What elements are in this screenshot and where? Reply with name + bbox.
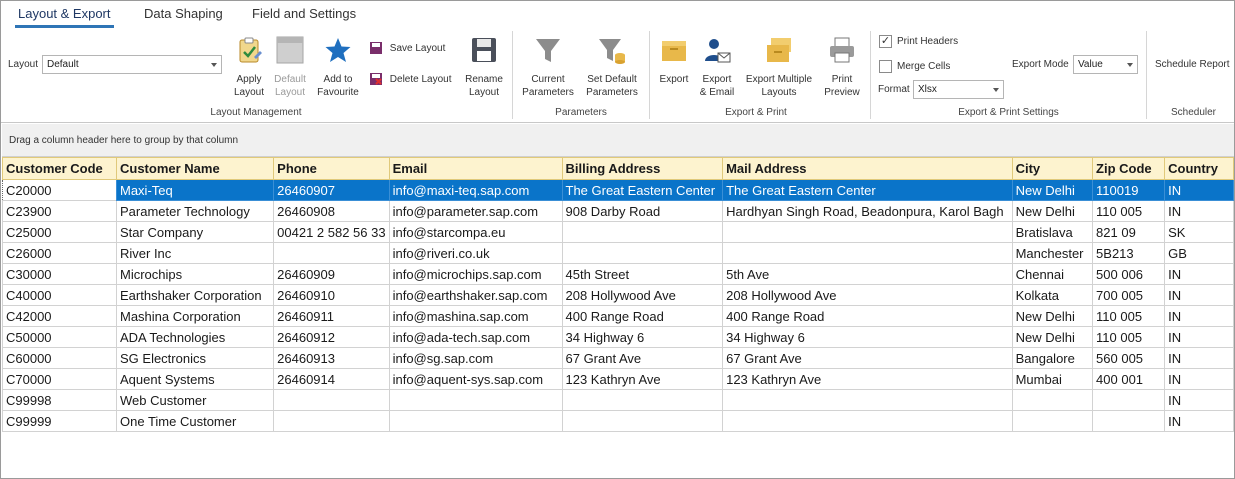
cell-city[interactable]: New Delhi <box>1012 306 1092 327</box>
cell-zip-code[interactable]: 5B213 <box>1093 243 1165 264</box>
cell-zip-code[interactable]: 560 005 <box>1093 348 1165 369</box>
cell-city[interactable]: Bangalore <box>1012 348 1092 369</box>
filter-icon <box>533 35 563 65</box>
cell-customer-name[interactable]: Star Company <box>117 222 274 243</box>
cell-city[interactable]: Chennai <box>1012 264 1092 285</box>
cell-mail-address[interactable]: 5th Ave <box>723 264 1013 285</box>
group-label-parameters: Parameters <box>555 107 607 118</box>
user-email-icon <box>702 35 732 65</box>
cell-billing-address[interactable]: 34 Highway 6 <box>562 327 723 348</box>
cell-mail-address[interactable] <box>723 243 1013 264</box>
cell-zip-code[interactable]: 700 005 <box>1093 285 1165 306</box>
save-icon <box>369 41 383 55</box>
grid-body <box>3 180 1234 432</box>
grid-header-row <box>3 158 1234 180</box>
printer-icon <box>827 35 857 65</box>
cell-mail-address[interactable]: 34 Highway 6 <box>723 327 1013 348</box>
default-layout-label: Default Layout <box>274 74 306 98</box>
cell-customer-code[interactable]: C99998 <box>3 390 117 411</box>
cell-email[interactable]: info@sg.sap.com <box>389 348 562 369</box>
column-header-phone[interactable]: Phone <box>274 158 389 180</box>
cell-mail-address[interactable]: 123 Kathryn Ave <box>723 369 1013 390</box>
rename-layout-label: Rename Layout <box>465 74 503 98</box>
cell-city[interactable]: Manchester <box>1012 243 1092 264</box>
clipboard-check-icon <box>234 35 264 65</box>
cell-zip-code[interactable]: 110 005 <box>1093 201 1165 222</box>
table-row[interactable] <box>3 369 1234 390</box>
table-row[interactable] <box>3 348 1234 369</box>
save-layout-label: Save Layout <box>389 42 446 54</box>
group-label-scheduler: Scheduler <box>1170 107 1217 118</box>
star-icon <box>323 35 353 65</box>
table-row[interactable] <box>3 201 1234 222</box>
ribbon-tabs <box>1 1 1234 29</box>
cell-city[interactable]: Kolkata <box>1012 285 1092 306</box>
cell-billing-address[interactable]: 123 Kathryn Ave <box>562 369 723 390</box>
cell-email[interactable]: info@riveri.co.uk <box>389 243 562 264</box>
cell-customer-code[interactable]: C20000 <box>3 180 117 201</box>
cell-country[interactable]: IN <box>1165 285 1234 306</box>
column-header-customer-name[interactable]: Customer Name <box>117 158 274 180</box>
group-separator <box>649 31 650 119</box>
delete-layout-button[interactable] <box>369 72 452 86</box>
cell-customer-code[interactable]: C50000 <box>3 327 117 348</box>
merge-cells-label: Merge Cells <box>897 61 951 72</box>
rename-layout-button[interactable] <box>463 35 505 98</box>
cell-customer-code[interactable]: C23900 <box>3 201 117 222</box>
cell-mail-address[interactable]: 208 Hollywood Ave <box>723 285 1013 306</box>
column-header-email[interactable]: Email <box>389 158 562 180</box>
cell-billing-address[interactable]: 45th Street <box>562 264 723 285</box>
cell-customer-code[interactable]: C70000 <box>3 369 117 390</box>
cell-email[interactable]: info@aquent-sys.sap.com <box>389 369 562 390</box>
cell-billing-address[interactable]: 400 Range Road <box>562 306 723 327</box>
group-by-panel[interactable] <box>2 124 1234 157</box>
column-header-zip-code[interactable]: Zip Code <box>1093 158 1165 180</box>
cell-zip-code[interactable]: 400 001 <box>1093 369 1165 390</box>
save-layout-button[interactable] <box>369 41 445 55</box>
column-header-city[interactable]: City <box>1012 158 1092 180</box>
cell-phone[interactable]: 26460913 <box>274 348 389 369</box>
group-by-hint: Drag a column header here to group by that column <box>9 135 239 146</box>
cell-phone[interactable]: 26460908 <box>274 201 389 222</box>
export-button[interactable] <box>655 35 693 95</box>
cell-billing-address[interactable] <box>562 390 723 411</box>
cell-phone[interactable]: 26460914 <box>274 369 389 390</box>
cell-phone[interactable]: 00421 2 582 56 33 <box>274 222 389 243</box>
boxes-icon <box>764 35 794 65</box>
set-default-parameters-button[interactable] <box>583 35 641 98</box>
layout-select-value: Default <box>47 59 79 70</box>
cell-country[interactable]: IN <box>1165 327 1234 348</box>
cell-country[interactable]: IN <box>1165 180 1234 201</box>
table-row[interactable] <box>3 327 1234 348</box>
export-multiple-layouts-button[interactable] <box>741 35 817 98</box>
schedule-report-button[interactable]: Schedule Report <box>1155 59 1230 70</box>
tab-field-settings[interactable]: Field and Settings <box>252 6 357 21</box>
cell-zip-code[interactable]: 110 005 <box>1093 327 1165 348</box>
cell-city[interactable]: New Delhi <box>1012 201 1092 222</box>
cell-country[interactable]: IN <box>1165 348 1234 369</box>
cell-customer-name[interactable]: Web Customer <box>117 390 274 411</box>
table-row[interactable] <box>3 306 1234 327</box>
cell-zip-code[interactable]: 110019 <box>1093 180 1165 201</box>
floppy-disk-icon <box>469 35 499 65</box>
current-parameters-label: Current Parameters <box>522 74 574 98</box>
cell-phone[interactable]: 26460909 <box>274 264 389 285</box>
cell-zip-code[interactable] <box>1093 411 1165 432</box>
add-favourite-button[interactable] <box>316 35 360 98</box>
cell-email[interactable]: info@ada-tech.sap.com <box>389 327 562 348</box>
cell-mail-address[interactable] <box>723 390 1013 411</box>
cell-mail-address[interactable]: Hardhyan Singh Road, Beadonpura, Karol Bagh <box>723 201 1013 222</box>
table-row[interactable] <box>3 411 1234 432</box>
chevron-down-icon <box>1127 63 1133 67</box>
cell-phone[interactable]: 26460911 <box>274 306 389 327</box>
cell-zip-code[interactable]: 821 09 <box>1093 222 1165 243</box>
delete-layout-label: Delete Layout <box>389 73 452 85</box>
cell-customer-name[interactable]: Earthshaker Corporation <box>117 285 274 306</box>
cell-mail-address[interactable]: 67 Grant Ave <box>723 348 1013 369</box>
cell-customer-name[interactable]: One Time Customer <box>117 411 274 432</box>
group-label-export-print: Export & Print <box>725 107 787 118</box>
cell-customer-name[interactable]: SG Electronics <box>117 348 274 369</box>
group-separator <box>870 31 871 119</box>
table-row[interactable] <box>3 222 1234 243</box>
filter-database-icon <box>597 35 627 65</box>
cell-phone[interactable] <box>274 411 389 432</box>
apply-layout-label: Apply Layout <box>233 74 265 98</box>
print-preview-label: Print Preview <box>824 74 860 98</box>
cell-email[interactable]: info@mashina.sap.com <box>389 306 562 327</box>
cell-country[interactable]: SK <box>1165 222 1234 243</box>
cell-city[interactable]: New Delhi <box>1012 180 1092 201</box>
print-headers-label: Print Headers <box>897 36 959 47</box>
cell-phone[interactable]: 26460912 <box>274 327 389 348</box>
box-icon <box>659 35 689 65</box>
cell-billing-address[interactable]: The Great Eastern Center <box>562 180 723 201</box>
cell-email[interactable] <box>389 390 562 411</box>
table-row[interactable] <box>3 243 1234 264</box>
cell-country[interactable]: IN <box>1165 369 1234 390</box>
chevron-down-icon <box>211 63 217 67</box>
merge-cells-checkbox[interactable] <box>879 60 892 73</box>
cell-customer-name[interactable]: River Inc <box>117 243 274 264</box>
cell-customer-name[interactable]: Aquent Systems <box>117 369 274 390</box>
cell-billing-address[interactable]: 908 Darby Road <box>562 201 723 222</box>
cell-city[interactable]: Bratislava <box>1012 222 1092 243</box>
cell-billing-address[interactable]: 67 Grant Ave <box>562 348 723 369</box>
format-select[interactable] <box>913 80 1004 99</box>
set-default-parameters-label: Set Default Parameters <box>586 74 638 98</box>
default-layout-button[interactable] <box>271 35 309 98</box>
table-row[interactable] <box>3 390 1234 411</box>
table-row[interactable] <box>3 264 1234 285</box>
column-header-customer-code[interactable]: Customer Code <box>3 158 117 180</box>
delete-icon <box>369 72 383 86</box>
tab-layout-export[interactable]: Layout & Export <box>18 6 111 21</box>
cell-country[interactable]: IN <box>1165 411 1234 432</box>
export-email-label: Export & Email <box>699 74 735 98</box>
cell-phone[interactable]: 26460910 <box>274 285 389 306</box>
cell-phone[interactable]: 26460907 <box>274 180 389 201</box>
export-mode-select[interactable] <box>1073 55 1138 74</box>
customer-grid <box>2 157 1234 432</box>
add-favourite-label: Add to Favourite <box>317 74 359 98</box>
cell-phone[interactable] <box>274 243 389 264</box>
cell-city[interactable] <box>1012 390 1092 411</box>
cell-billing-address[interactable]: 208 Hollywood Ave <box>562 285 723 306</box>
cell-customer-code[interactable]: C99999 <box>3 411 117 432</box>
cell-email[interactable]: info@maxi-teq.sap.com <box>389 180 562 201</box>
cell-country[interactable]: IN <box>1165 306 1234 327</box>
cell-email[interactable]: info@microchips.sap.com <box>389 264 562 285</box>
cell-customer-code[interactable]: C40000 <box>3 285 117 306</box>
cell-mail-address[interactable]: 400 Range Road <box>723 306 1013 327</box>
cell-billing-address[interactable] <box>562 222 723 243</box>
table-row[interactable] <box>3 180 1234 201</box>
cell-customer-name[interactable]: Parameter Technology <box>117 201 274 222</box>
cell-billing-address[interactable] <box>562 243 723 264</box>
cell-customer-code[interactable]: C60000 <box>3 348 117 369</box>
format-label: Format <box>878 84 910 95</box>
layout-select[interactable] <box>42 55 222 74</box>
cell-customer-name[interactable]: Maxi-Teq <box>117 180 274 201</box>
cell-zip-code[interactable] <box>1093 390 1165 411</box>
group-separator <box>1146 31 1147 119</box>
ribbon <box>1 29 1234 123</box>
chevron-down-icon <box>993 88 999 92</box>
cell-city[interactable] <box>1012 411 1092 432</box>
cell-email[interactable] <box>389 411 562 432</box>
cell-billing-address[interactable] <box>562 411 723 432</box>
column-header-billing-address[interactable]: Billing Address <box>562 158 723 180</box>
cell-customer-code[interactable]: C25000 <box>3 222 117 243</box>
cell-email[interactable]: info@starcompa.eu <box>389 222 562 243</box>
cell-zip-code[interactable]: 500 006 <box>1093 264 1165 285</box>
cell-phone[interactable] <box>274 390 389 411</box>
cell-email[interactable]: info@earthshaker.sap.com <box>389 285 562 306</box>
cell-country[interactable]: IN <box>1165 201 1234 222</box>
cell-customer-name[interactable]: ADA Technologies <box>117 327 274 348</box>
cell-customer-code[interactable]: C42000 <box>3 306 117 327</box>
cell-mail-address[interactable] <box>723 222 1013 243</box>
cell-mail-address[interactable] <box>723 411 1013 432</box>
cell-customer-name[interactable]: Mashina Corporation <box>117 306 274 327</box>
cell-customer-code[interactable]: C30000 <box>3 264 117 285</box>
print-headers-checkbox[interactable]: ✓ <box>880 35 891 47</box>
cell-zip-code[interactable]: 110 005 <box>1093 306 1165 327</box>
current-parameters-button[interactable] <box>520 35 576 98</box>
format-select-value: Xlsx <box>918 84 937 95</box>
layout-label: Layout <box>8 59 39 70</box>
cell-country[interactable]: GB <box>1165 243 1234 264</box>
cell-customer-code[interactable]: C26000 <box>3 243 117 264</box>
cell-city[interactable]: New Delhi <box>1012 327 1092 348</box>
group-label-layout-management: Layout Management <box>210 107 302 118</box>
export-multiple-label: Export Multiple Layouts <box>745 74 813 98</box>
export-mode-value: Value <box>1078 59 1103 70</box>
cell-country[interactable]: IN <box>1165 264 1234 285</box>
print-preview-button[interactable] <box>821 35 863 98</box>
apply-layout-button[interactable] <box>230 35 268 98</box>
column-header-country[interactable]: Country <box>1165 158 1234 180</box>
export-mode-label: Export Mode <box>1012 59 1069 70</box>
export-label: Export <box>659 74 689 85</box>
cell-city[interactable]: Mumbai <box>1012 369 1092 390</box>
tab-data-shaping[interactable]: Data Shaping <box>144 6 223 21</box>
cell-customer-name[interactable]: Microchips <box>117 264 274 285</box>
group-label-export-print-settings: Export & Print Settings <box>958 107 1059 118</box>
layout-grid-icon <box>275 35 305 65</box>
cell-mail-address[interactable]: The Great Eastern Center <box>723 180 1013 201</box>
cell-country[interactable]: IN <box>1165 390 1234 411</box>
group-separator <box>512 31 513 119</box>
column-header-mail-address[interactable]: Mail Address <box>723 158 1013 180</box>
table-row[interactable] <box>3 285 1234 306</box>
export-email-button[interactable] <box>698 35 736 98</box>
cell-email[interactable]: info@parameter.sap.com <box>389 201 562 222</box>
